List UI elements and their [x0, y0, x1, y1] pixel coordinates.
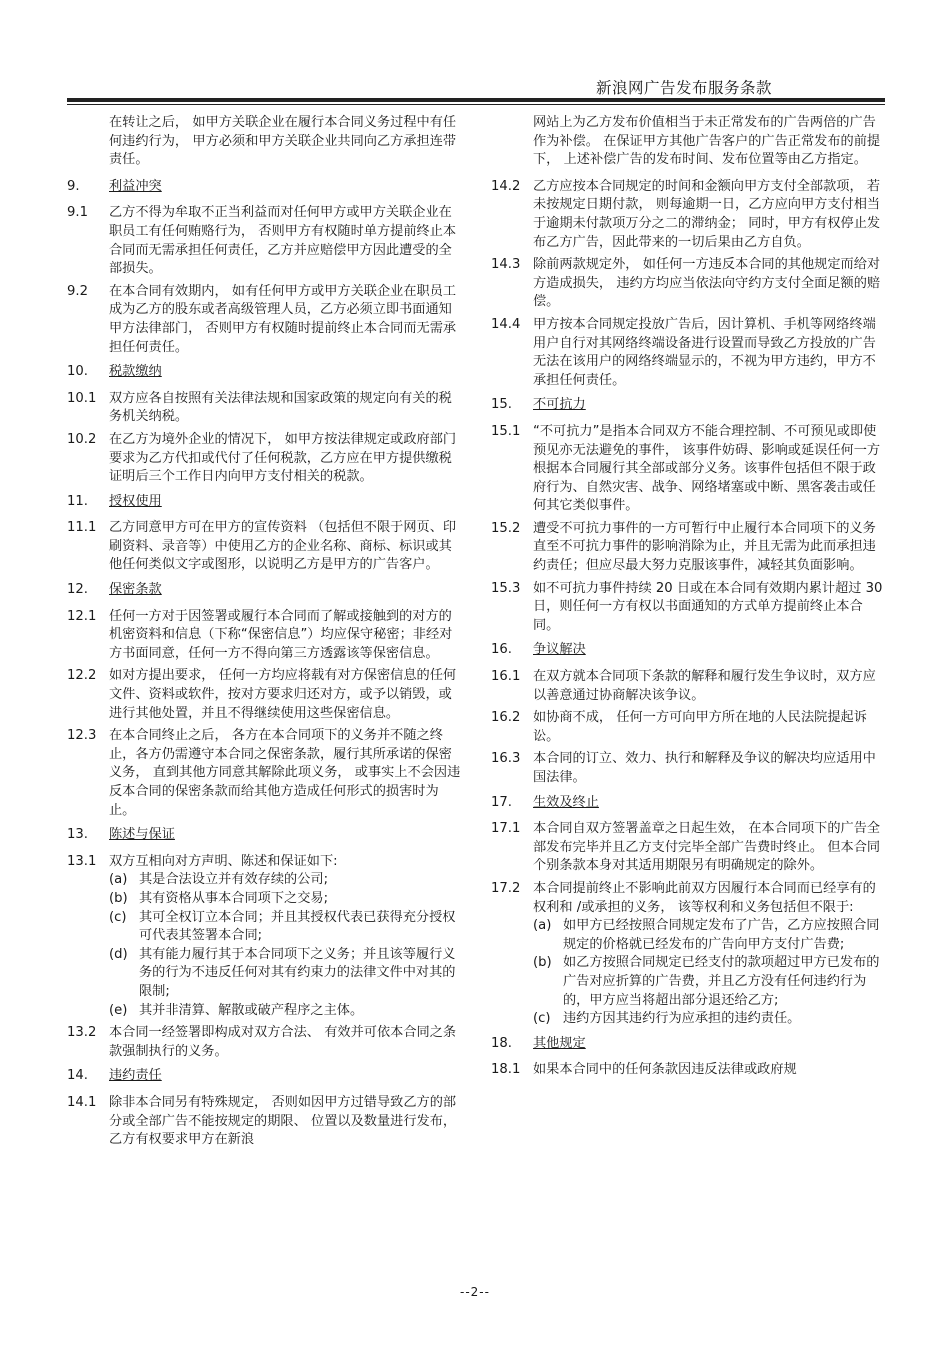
clause-number: 14.4	[491, 316, 521, 332]
section-number: 12.	[67, 582, 88, 598]
clause-body	[109, 519, 462, 575]
clause-body	[109, 204, 462, 278]
clause-body	[533, 178, 886, 252]
sub-item-text: 如甲方已经按照合同规定发布了广告，乙方应按照合同规定的价格就已经发布的广告向甲方支付广告费;	[563, 918, 880, 952]
section-number: 10.	[67, 364, 88, 380]
clause-text: “不可抗力”是指本合同双方不能合理控制、不可预见或即使预见亦无法避免的事件， 该事件妨碍、影响或延误任何一方根据本合同履行其全部或部分义务。该事件包括但不限于政府行为、自然灾害、战争、网络堵塞或中断、黑客袭击或任何其它类似事件。	[533, 423, 881, 514]
clause-number: 10.1	[67, 390, 97, 406]
clause-text: 如协商不成， 任何一方可向甲方所在地的人民法院提起诉讼。	[533, 710, 867, 744]
sub-item-text: 其可全权订立本合同；并且其授权代表已获得充分授权可代表其签署本合同;	[139, 909, 456, 944]
clause-text: 乙方应按本合同规定的时间和金额向甲方支付全部款项， 若未按规定日期付款， 则每逾期一日，乙方应向甲方支付相当于逾期未付款项万分之二的滞纳金； 同时，甲方有权停止发布乙方广告，因此带来的一切后果由乙方自负。	[533, 178, 881, 250]
clause-text: 除非本合同另有特殊规定， 否则如因甲方过错导致乙方的部分或全部广告不能按规定的期限、 位置以及数量进行发布， 乙方有权要求甲方在新浪	[109, 1094, 457, 1148]
clause	[491, 880, 886, 1029]
clause-text: 任何一方对于因签署或履行本合同而了解或接触到的对方的机密资料和信息（下称“保密信息”）均应保守秘密；非经对方书面同意，任何一方不得向第三方透露该等保密信息。	[109, 608, 453, 661]
clause-body	[533, 256, 886, 312]
clause-number: 14.2	[491, 178, 521, 194]
clause-number: 15.1	[491, 423, 521, 439]
clause-text: 本合同自双方签署盖章之日起生效， 在本合同项下的广告全部发布完毕并且乙方支付完毕全部广告费时终止。 但本合同个别条款本身对其适用期限另有明确规定的除外。	[533, 821, 881, 874]
clause-text: 如果本合同中的任何条款因违反法律或政府规	[533, 1062, 797, 1078]
sub-item-text: 其是合法设立并有效存续的公司;	[139, 872, 329, 888]
clause	[491, 709, 886, 746]
clause	[491, 1061, 886, 1080]
clause-body	[533, 750, 886, 787]
clause-text: 在双方就本合同项下条款的解释和履行发生争议时，双方应以善意通过协商解决该争议。	[533, 669, 876, 703]
clause	[491, 256, 886, 312]
section-title: 其他规定	[533, 1035, 586, 1051]
clause-number: 12.1	[67, 608, 97, 624]
sub-item	[109, 890, 462, 909]
clause-number: 12.3	[67, 728, 97, 744]
continuation-paragraph: 在转让之后， 如甲方关联企业在履行本合同义务过程中有任何违约行为， 甲方必须和甲方关联企业共同向乙方承担连带责任。	[109, 115, 457, 168]
section-title: 利益冲突	[109, 178, 162, 194]
sub-item-label: (e)	[109, 1002, 128, 1018]
clause-body	[109, 853, 462, 1020]
clause	[67, 390, 462, 427]
sub-item	[533, 1010, 886, 1029]
section-number: 17.	[491, 794, 512, 810]
clause	[67, 204, 462, 278]
sub-item	[533, 917, 886, 954]
clause	[67, 1094, 462, 1150]
sub-item-label: (c)	[109, 909, 127, 925]
clause-text: 双方应各自按照有关法律法规和国家政策的规定向有关的税务机关纳税。	[109, 390, 452, 425]
clause-number: 11.1	[67, 520, 97, 536]
sub-item-label: (a)	[109, 872, 128, 888]
clause-text: 在乙方为境外企业的情况下， 如甲方按法律规定或政府部门要求为乙方代扣或代付了任何税款，乙方应在甲方提供缴税证明后三个工作日内向甲方支付相关的税款。	[109, 431, 457, 485]
sub-item-label: (b)	[109, 890, 128, 906]
section-title: 陈述与保证	[109, 827, 175, 843]
section-number: 14.	[67, 1068, 88, 1084]
clause-body	[109, 727, 462, 820]
sub-item-text: 违约方因其违约行为应承担的违约责任。	[563, 1011, 801, 1027]
header-rule-thick	[67, 98, 885, 102]
clause-number: 14.1	[67, 1094, 97, 1110]
sub-item-text: 其并非清算、解散或破产程序之主体。	[139, 1002, 364, 1018]
page-number: --2--	[460, 1285, 490, 1299]
clause-text: 本合同提前终止不影响此前双方因履行本合同而已经享有的权利和 /或承担的义务， 该等权利和义务包括但不限于:	[533, 880, 876, 915]
section-title: 违约责任	[109, 1068, 162, 1084]
section-heading	[67, 493, 462, 512]
clause-number: 16.3	[491, 751, 521, 767]
clause-body	[109, 667, 462, 723]
section-title: 保密条款	[109, 582, 162, 598]
section-heading	[491, 641, 886, 660]
clause-text: 乙方同意甲方可在甲方的宣传资料 （包括但不限于网页、印刷资料、录音等）中使用乙方的企业名称、商标、标识或其他任何类似文字或图形，以说明乙方是甲方的广告客户。	[109, 520, 457, 573]
clause-text: 甲方按本合同规定投放广告后，因计算机、手机等网络终端用户自行对其网络终端设备进行设置而导致乙方投放的广告无法在该用户的网络终端显示的，不视为甲方违约，甲方不承担任何责任。	[533, 316, 876, 388]
clause-number: 9.2	[67, 283, 88, 299]
clause-number: 10.2	[67, 431, 97, 447]
clause-number: 17.2	[491, 880, 521, 896]
section-heading	[67, 826, 462, 845]
section-heading	[67, 1067, 462, 1086]
clause-body	[109, 1024, 462, 1061]
clause	[67, 667, 462, 723]
section-title: 生效及终止	[533, 794, 599, 810]
clause	[67, 283, 462, 357]
clause-body	[533, 880, 886, 1029]
sub-item-text: 其有能力履行其于本合同项下之义务；并且该等履行义务的行为不违反任何对其有约束力的法律文件中对其的限制;	[139, 946, 456, 999]
clause-text: 在本合同有效期内， 如有任何甲方或甲方关联企业在职员工成为乙方的股东或者高级管理人员，乙方必须立即书面通知甲方法律部门， 否则甲方有权随时提前终止本合同而无需承担任何责任。	[109, 283, 457, 355]
section-heading	[491, 1035, 886, 1054]
clause-number: 13.1	[67, 853, 97, 869]
continuation-paragraph: 网站上为乙方发布价值相当于未正常发布的广告两倍的广告作为补偿。 在保证甲方其他广告客户的广告正常发布的前提下， 上述补偿广告的发布时间、发布位置等由乙方指定。	[533, 115, 881, 168]
clause	[491, 520, 886, 576]
section-number: 15.	[491, 397, 512, 413]
clause-body	[533, 1061, 886, 1080]
clause	[491, 423, 886, 516]
section-heading	[67, 363, 462, 382]
clause	[491, 178, 886, 252]
clause-body	[109, 283, 462, 357]
right-column	[491, 114, 886, 1084]
section-heading	[491, 396, 886, 415]
sub-item	[109, 871, 462, 890]
clause-number: 18.1	[491, 1062, 521, 1078]
clause-number: 15.3	[491, 580, 521, 596]
clause-number: 16.2	[491, 710, 521, 726]
sub-item	[109, 946, 462, 1002]
clause	[67, 727, 462, 820]
section-title: 争议解决	[533, 642, 586, 658]
section-title: 授权使用	[109, 493, 162, 509]
clause-number: 13.2	[67, 1025, 97, 1041]
sub-item-label: (b)	[533, 955, 552, 971]
clause	[67, 853, 462, 1020]
clause-body	[533, 709, 886, 746]
clause	[67, 519, 462, 575]
clause-text: 本合同的订立、效力、执行和解释及争议的解决均应适用中国法律。	[533, 751, 876, 785]
clause-number: 14.3	[491, 257, 521, 273]
clause-body	[109, 431, 462, 487]
left-column	[67, 114, 462, 1154]
clause-body	[533, 580, 886, 636]
clause-text: 双方互相向对方声明、陈述和保证如下:	[109, 853, 338, 869]
clause-body	[533, 520, 886, 576]
section-number: 16.	[491, 642, 512, 658]
clause-body	[533, 820, 886, 876]
header-rule-thin	[67, 104, 885, 105]
clause	[491, 820, 886, 876]
clause	[67, 1024, 462, 1061]
clause-text: 除前两款规定外， 如任何一方违反本合同的其他规定而给对方造成损失， 违约方均应当依法向守约方支付全面足额的赔偿。	[533, 257, 881, 310]
clause-text: 遭受不可抗力事件的一方可暂行中止履行本合同项下的义务直至不可抗力事件的影响消除为止，并且无需为此而承担违约责任；但应尽最大努力克服该事件，减轻其负面影响。	[533, 520, 876, 574]
sub-item-label: (a)	[533, 918, 552, 934]
section-number: 13.	[67, 827, 88, 843]
clause-text: 本合同一经签署即构成对双方合法、 有效并可依本合同之条款强制执行的义务。	[109, 1025, 457, 1059]
clause	[491, 750, 886, 787]
clause-number: 17.1	[491, 821, 521, 837]
sub-item-text: 如乙方按照合同规定已经支付的款项超过甲方已发布的广告对应折算的广告费，并且乙方没有任何违约行为的，甲方应当将超出部分退还给乙方;	[563, 955, 880, 1008]
sub-item-label: (d)	[109, 946, 128, 962]
document-title: 新浪网广告发布服务条款	[595, 79, 772, 97]
clause-text: 在本合同终止之后， 各方在本合同项下的义务并不随之终止，各方仍需遵守本合同之保密条款，履行其所承诺的保密义务， 直到其他方同意其解除此项义务， 或事实上不会因违反本合同的保密条款而给其他方造成任何形式的损害时为止。	[109, 728, 461, 818]
clause-number: 16.1	[491, 669, 521, 685]
section-heading	[491, 794, 886, 813]
clause-body	[533, 668, 886, 705]
clause-text: 乙方不得为牟取不正当利益而对任何甲方或甲方关联企业在职员工有任何贿赂行为， 否则甲方有权随时单方提前终止本合同而无需承担任何责任，乙方并应赔偿甲方因此遭受的全部损失。	[109, 205, 457, 277]
clause-number: 9.1	[67, 205, 88, 221]
section-title: 税款缴纳	[109, 364, 162, 380]
clause-number: 15.2	[491, 520, 521, 536]
clause-body	[109, 608, 462, 664]
section-heading	[67, 581, 462, 600]
clause-text: 如不可抗力事件持续 20 日或在本合同有效期内累计超过 30 日，则任何一方有权以书面通知的方式单方提前终止本合同。	[533, 580, 883, 633]
clause-body	[533, 316, 886, 390]
clause	[67, 608, 462, 664]
sub-item	[109, 909, 462, 946]
clause	[491, 316, 886, 390]
clause	[491, 580, 886, 636]
section-number: 9.	[67, 178, 80, 194]
clause-body	[109, 1094, 462, 1150]
clause-number: 12.2	[67, 668, 97, 684]
clause-text: 如对方提出要求， 任何一方均应将载有对方保密信息的任何文件、资料或软件，按对方要求归还对方，或予以销毁，或进行其他处置，并且不得继续使用这些保密信息。	[109, 668, 457, 721]
sub-item	[109, 1002, 462, 1021]
sub-item-label: (c)	[533, 1011, 551, 1027]
section-number: 11.	[67, 493, 88, 509]
section-number: 18.	[491, 1035, 512, 1051]
sub-item-text: 其有资格从事本合同项下之交易;	[139, 890, 329, 906]
clause	[491, 668, 886, 705]
clause	[67, 431, 462, 487]
section-title: 不可抗力	[533, 397, 586, 413]
sub-item	[533, 954, 886, 1010]
clause-body	[109, 390, 462, 427]
section-heading	[67, 178, 462, 197]
clause-body	[533, 423, 886, 516]
